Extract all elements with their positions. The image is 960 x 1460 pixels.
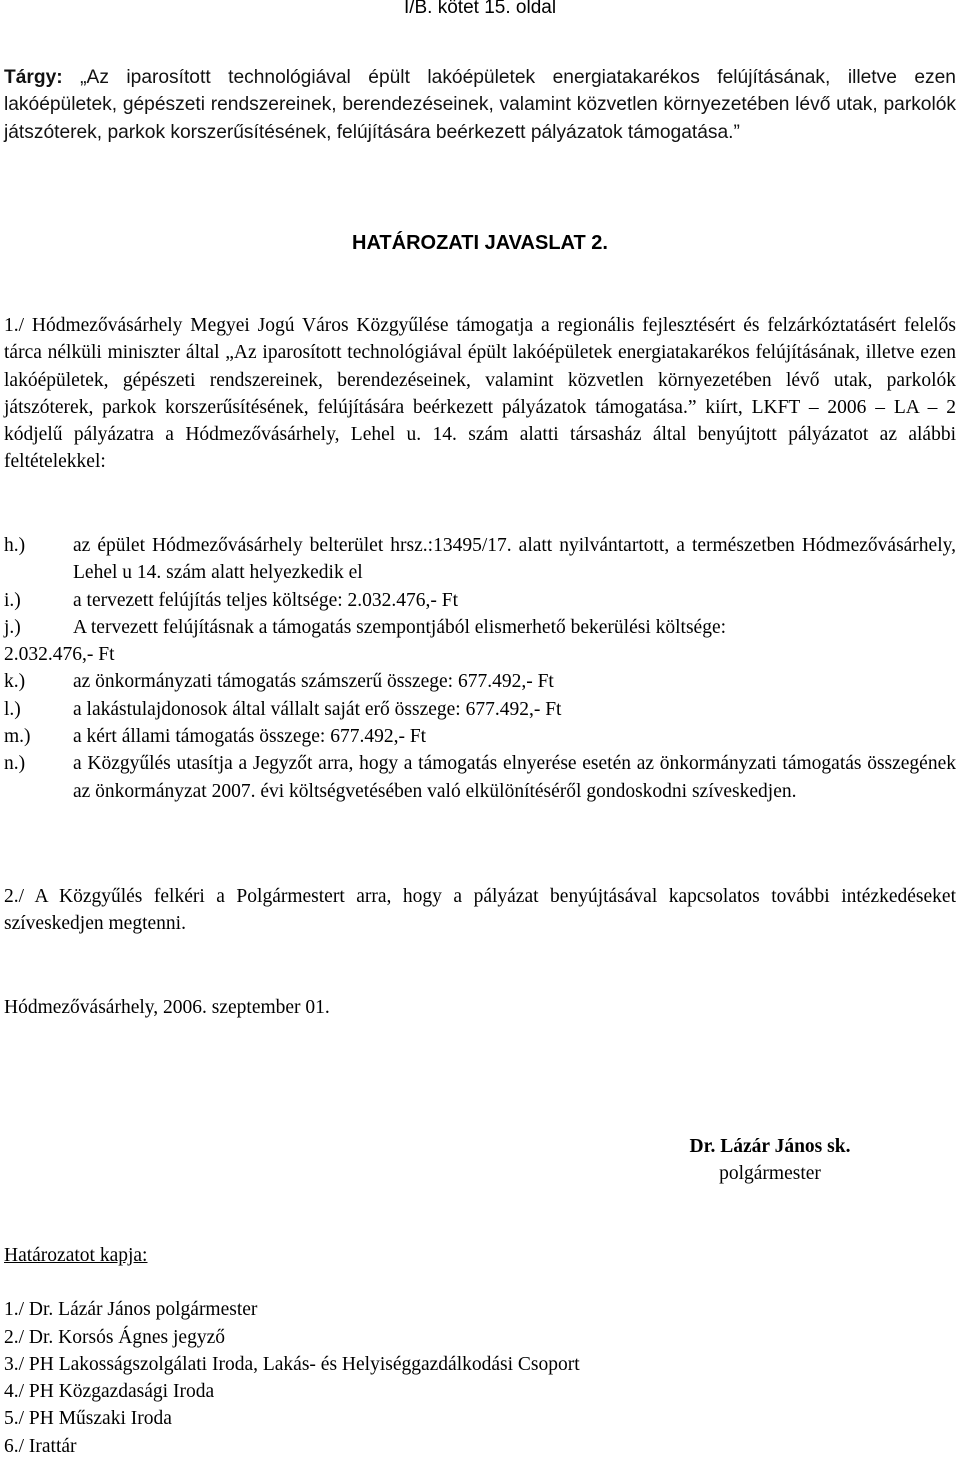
resolution-heading: HATÁROZATI JAVASLAT 2.	[352, 232, 608, 254]
recipients-title: Határozatot kapja:	[4, 1245, 148, 1266]
subject-paragraph	[4, 64, 956, 146]
condition-label: m.)	[4, 726, 31, 748]
condition-item	[4, 750, 956, 805]
page-header: I/B. kötet 15. oldal	[403, 0, 557, 18]
conditions-list	[4, 532, 956, 805]
subject-text: „Az iparosított technológiával épült lakóépületek energiatakarékos felújításának, illetve ezen lakóépületek, gépészeti rendszereinek, berendezéseinek, valamint közvetlen környezetében lévő utak, parkolók játszóterek, parkok korszerűsítésének, felújítására beérkezett pályázatok támogatása.”	[4, 67, 956, 143]
place-date: Hódmezővásárhely, 2006. szeptember 01.	[4, 997, 330, 1018]
subject-label: Tárgy:	[4, 67, 63, 88]
signatory-title: polgármester	[719, 1163, 821, 1185]
condition-item	[4, 696, 956, 723]
condition-continuation: 2.032.476,- Ft	[4, 644, 115, 666]
condition-item	[4, 668, 956, 695]
signatory-name: Dr. Lázár János sk.	[689, 1136, 851, 1157]
condition-item	[4, 532, 956, 587]
condition-text: az épület Hódmezővásárhely belterület hrsz.:13495/17. alatt nyilvántartott, a természetben Hódmezővásárhely, Lehel u 14. szám alatt helyezkedik el	[73, 535, 956, 584]
condition-text: a kért állami támogatás összege: 677.492,- Ft	[73, 726, 427, 748]
condition-text: a Közgyűlés utasítja a Jegyzőt arra, hogy a támogatás elnyerése esetén az önkormányzati támogatás összegének az önkormányzat 2007. évi költségvetésében való elkülönítéséről gondoskodni szíveskedjen.	[73, 753, 956, 802]
resolution-point-1: 1./ Hódmezővásárhely Megyei Jogú Város Közgyűlése támogatja a regionális fejlesztésért és felzárkóztatásért felelős tárca nélküli miniszter által „Az iparosított technológiával épült lakóépületek energiatakarékos felújításának, illetve ezen lakóépületek, gépészeti rendszereinek, berendezéseinek, valamint közvetlen környezetében lévő utak, parkolók játszóterek, parkok korszerűsítésének, felújítására beérkezett pályázatok támogatása.” kiírt, LKFT – 2006 – LA – 2 kódjelű pályázatra a Hódmezővásárhely, Lehel u. 14. szám alatti társasház által benyújtott pályázatot az alábbi feltételekkel:	[4, 315, 956, 473]
condition-label: h.)	[4, 535, 26, 556]
condition-label: k.)	[4, 671, 26, 693]
signature-block	[600, 1133, 940, 1188]
condition-item	[4, 614, 956, 641]
condition-item	[4, 587, 956, 614]
recipient-item: 1./ Dr. Lázár János polgármester	[4, 1299, 258, 1321]
recipients-block	[4, 1242, 956, 1460]
condition-label: n.)	[4, 753, 26, 775]
condition-item	[4, 723, 956, 750]
condition-text: A tervezett felújításnak a támogatás szempontjából elismerhető bekerülési költsége:	[73, 616, 727, 638]
recipient-item: 4./ PH Közgazdasági Iroda	[4, 1381, 215, 1403]
condition-text: a tervezett felújítás teljes költsége: 2.032.476,- Ft	[73, 589, 459, 611]
recipient-item: 2./ Dr. Korsós Ágnes jegyző	[4, 1326, 225, 1348]
recipient-item: 3./ PH Lakosságszolgálati Iroda, Lakás- és Helyiséggazdálkodási Csoport	[4, 1353, 580, 1375]
resolution-point-2: 2./ A Közgyűlés felkéri a Polgármestert arra, hogy a pályázat benyújtásával kapcsolatos további intézkedéseket szíveskedjen megtenni.	[4, 886, 956, 935]
condition-label: l.)	[4, 698, 21, 720]
condition-label: j.)	[4, 616, 21, 638]
condition-label: i.)	[4, 589, 21, 611]
condition-text: a lakástulajdonosok által vállalt saját erő összege: 677.492,- Ft	[73, 698, 562, 720]
condition-text: az önkormányzati támogatás számszerű összege: 677.492,- Ft	[73, 671, 554, 693]
recipient-item: 6./ Irattár	[4, 1435, 77, 1457]
recipient-item: 5./ PH Műszaki Iroda	[4, 1408, 172, 1430]
